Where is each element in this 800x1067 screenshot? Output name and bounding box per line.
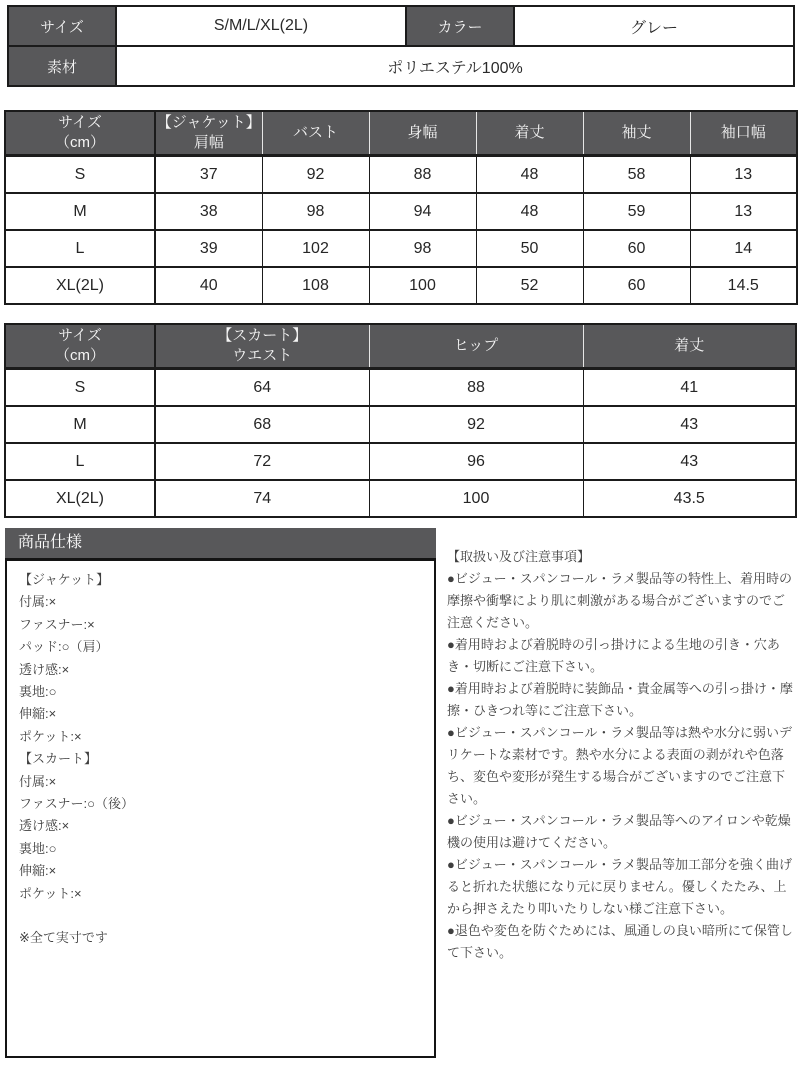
jacket-size-cell: XL(2L) <box>5 267 155 304</box>
color-label-cell: カラー <box>406 6 514 46</box>
skirt-value-cell: 100 <box>369 480 583 517</box>
skirt-size-header-label: サイズ <box>58 327 102 344</box>
jacket-cuff-width-header: 袖口幅 <box>690 111 797 156</box>
material-value-cell: ポリエステル100% <box>116 46 794 86</box>
spec-line: 付属:× <box>19 594 57 610</box>
spec-line-actual-size-note: ※全て実寸です <box>19 930 108 946</box>
skirt-hip-header: ヒップ <box>369 324 583 369</box>
size-value-cell: S/M/L/XL(2L) <box>116 6 406 46</box>
jacket-group-label: 【ジャケット】 <box>156 114 261 131</box>
jacket-value-cell: 102 <box>262 230 369 267</box>
skirt-size-header-unit: （cm） <box>55 347 105 364</box>
skirt-measurements-table <box>4 323 797 518</box>
skirt-waist-header <box>155 324 369 369</box>
jacket-bust-header: バスト <box>262 111 369 156</box>
skirt-row-l <box>5 443 796 480</box>
skirt-value-cell: 43 <box>583 406 796 443</box>
notes-item: ●着用時および着脱時の引っ掛けによる生地の引き・穴あき・切断にご注意下さい。 <box>447 637 780 674</box>
skirt-size-cell: S <box>5 369 155 407</box>
skirt-waist-label: ウエスト <box>232 347 293 364</box>
notes-title: 【取扱い及び注意事項】 <box>447 549 591 564</box>
spec-line: 付属:× <box>19 773 57 789</box>
notes-item: ●ビジュー・スパンコール・ラメ製品等へのアイロンや乾燥機の使用は避けてください。 <box>447 813 791 850</box>
jacket-size-header-unit: （cm） <box>55 134 105 151</box>
product-spec-section <box>5 528 436 1058</box>
jacket-size-cell: M <box>5 193 155 230</box>
notes-item: ●着用時および着脱時に装飾品・貴金属等への引っ掛け・摩擦・ひきつれ等にご注意下さい。 <box>447 681 793 718</box>
spec-line: ポケット:× <box>19 728 82 744</box>
skirt-value-cell: 41 <box>583 369 796 407</box>
size-label-cell: サイズ <box>8 6 116 46</box>
skirt-value-cell: 88 <box>369 369 583 407</box>
skirt-value-cell: 68 <box>155 406 369 443</box>
spec-line: 裏地:○ <box>19 840 57 856</box>
jacket-value-cell: 52 <box>476 267 583 304</box>
spec-line: 【スカート】 <box>19 751 98 767</box>
spec-line: ポケット:× <box>19 885 82 901</box>
jacket-value-cell: 98 <box>262 193 369 230</box>
jacket-value-cell: 14.5 <box>690 267 797 304</box>
skirt-size-cell: L <box>5 443 155 480</box>
spec-list <box>5 558 436 1058</box>
skirt-length-header: 着丈 <box>583 324 796 369</box>
jacket-row-xl <box>5 267 797 304</box>
jacket-length-header: 着丈 <box>476 111 583 156</box>
jacket-value-cell: 50 <box>476 230 583 267</box>
spec-section-title: 商品仕様 <box>5 528 436 558</box>
skirt-group-label: 【スカート】 <box>217 327 308 344</box>
color-value-cell: グレー <box>514 6 794 46</box>
jacket-value-cell: 100 <box>369 267 476 304</box>
jacket-value-cell: 13 <box>690 156 797 194</box>
spec-line: 伸縮:× <box>19 863 57 879</box>
jacket-row-m <box>5 193 797 230</box>
jacket-value-cell: 48 <box>476 193 583 230</box>
jacket-sleeve-length-header: 袖丈 <box>583 111 690 156</box>
notes-item: ●退色や変色を防ぐためには、風通しの良い暗所にて保管して下さい。 <box>447 923 793 960</box>
skirt-value-cell: 74 <box>155 480 369 517</box>
jacket-value-cell: 37 <box>155 156 262 194</box>
jacket-value-cell: 38 <box>155 193 262 230</box>
jacket-value-cell: 60 <box>583 267 690 304</box>
skirt-row-xl <box>5 480 796 517</box>
spec-line-blank <box>19 905 424 927</box>
jacket-value-cell: 98 <box>369 230 476 267</box>
jacket-shoulder-label: 肩幅 <box>193 134 224 151</box>
jacket-value-cell: 14 <box>690 230 797 267</box>
skirt-size-cell: M <box>5 406 155 443</box>
jacket-size-header-label: サイズ <box>58 114 102 131</box>
jacket-value-cell: 58 <box>583 156 690 194</box>
jacket-value-cell: 60 <box>583 230 690 267</box>
jacket-body-width-header: 身幅 <box>369 111 476 156</box>
skirt-value-cell: 43 <box>583 443 796 480</box>
spec-line: ファスナー:× <box>19 616 95 632</box>
info-row-size-color <box>8 6 794 46</box>
jacket-measurements-table <box>4 110 798 305</box>
jacket-value-cell: 94 <box>369 193 476 230</box>
spec-line: 透け感:× <box>19 818 70 834</box>
notes-item: ●ビジュー・スパンコール・ラメ製品等加工部分を強く曲げると折れた状態になり元に戻りません。優しくたたみ、上から押さえたり叩いたりしない様ご注意下さい。 <box>447 857 792 916</box>
jacket-shoulder-header <box>155 111 262 156</box>
skirt-row-s <box>5 369 796 407</box>
spec-line: 伸縮:× <box>19 706 57 722</box>
skirt-value-cell: 92 <box>369 406 583 443</box>
skirt-value-cell: 96 <box>369 443 583 480</box>
product-info-table <box>7 5 795 87</box>
material-label-cell: 素材 <box>8 46 116 86</box>
jacket-row-s <box>5 156 797 194</box>
jacket-value-cell: 88 <box>369 156 476 194</box>
notes-item: ●ビジュー・スパンコール・ラメ製品等の特性上、着用時の摩擦や衝撃により肌に刺激がある場合がございますのでご注意ください。 <box>447 571 792 630</box>
jacket-value-cell: 40 <box>155 267 262 304</box>
handling-notes-section <box>447 546 797 964</box>
skirt-size-column-header <box>5 324 155 369</box>
info-row-material <box>8 46 794 86</box>
jacket-size-cell: L <box>5 230 155 267</box>
jacket-value-cell: 39 <box>155 230 262 267</box>
jacket-value-cell: 48 <box>476 156 583 194</box>
jacket-value-cell: 92 <box>262 156 369 194</box>
skirt-value-cell: 72 <box>155 443 369 480</box>
jacket-size-cell: S <box>5 156 155 194</box>
notes-item: ●ビジュー・スパンコール・ラメ製品等は熱や水分に弱いデリケートな素材です。熱や水分による表面の剥がれや色落ち、変色や変形が発生する場合がございますのでご注意下さい。 <box>447 725 792 806</box>
skirt-value-cell: 43.5 <box>583 480 796 517</box>
skirt-value-cell: 64 <box>155 369 369 407</box>
spec-line: パッド:○（肩） <box>19 639 109 655</box>
skirt-row-m <box>5 406 796 443</box>
jacket-value-cell: 108 <box>262 267 369 304</box>
jacket-value-cell: 13 <box>690 193 797 230</box>
spec-line: 【ジャケット】 <box>19 572 110 587</box>
jacket-row-l <box>5 230 797 267</box>
spec-line: ファスナー:○（後） <box>19 796 134 812</box>
spec-line: 透け感:× <box>19 661 70 677</box>
skirt-size-cell: XL(2L) <box>5 480 155 517</box>
jacket-header-row <box>5 111 797 156</box>
skirt-header-row <box>5 324 796 369</box>
jacket-value-cell: 59 <box>583 193 690 230</box>
jacket-size-column-header <box>5 111 155 156</box>
spec-line: 裏地:○ <box>19 684 57 700</box>
